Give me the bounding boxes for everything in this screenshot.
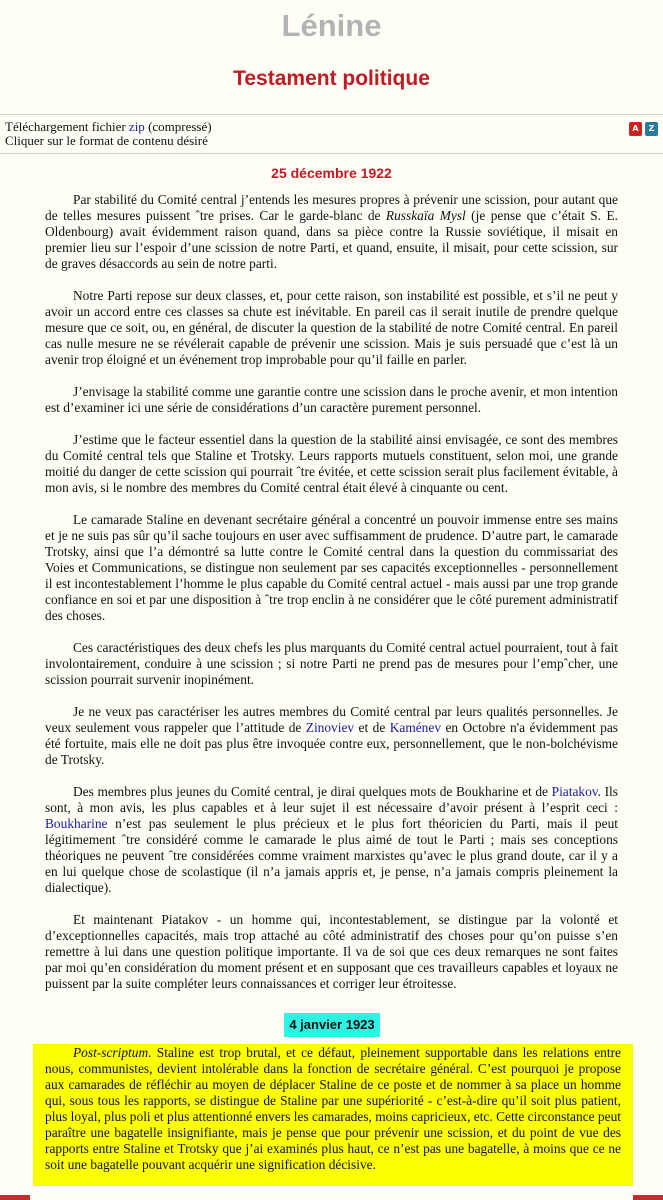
postscript-label: Post-scriptum <box>73 1045 149 1060</box>
paragraph-6: Ces caractéristiques des deux chefs les plus marquants du Comité central actuel pourraient, tout à fait involontairement, conduire à une scission ; si notre Parti ne prend pas de mesures pour l’empˆcher, une scission pourrait survenir inopinément. <box>45 640 618 687</box>
paragraph-9: Et maintenant Piatakov - un homme qui, incontestablement, se distingue par la volonté et d’exceptionnelles capacités, mais trop attaché au côté administratif des choses pour qu’on puisse s’en remettre à lui dans une question politique importante. Il va de soi que ces deux remarques ne sont faites par moi qu’en considération du moment présent et en supposant que ces travailleurs capables et loyaux ne puissent par la suite compléter leurs connaissances et corriger leur étroitesse. <box>45 912 618 991</box>
postscript-highlight <box>33 1044 633 1186</box>
paragraph-1: Par stabilité du Comité central j’entends les mesures propres à prévenir une scission, pour autant que de telles mesures puissent ˆtre prises. Car le garde-blanc de Russkaïa Mysl (je pense que c’était S. E. Oldenbourg) avait évidemment raison quand, dans sa pièce contre la Russie soviétique, il misait en premier lieu sur l’espoir d’une scission de notre Parti, et quand, ensuite, il misait, pour cette scission, sur de graves désaccords au sein de notre parti. <box>45 192 618 271</box>
paragraph-3: J’envisage la stabilité comme une garantie contre une scission dans le proche avenir, et mon intention est d’examiner ici une série de considérations d’un caractère purement personnel. <box>45 384 618 415</box>
download-prefix: Téléchargement fichier <box>5 119 129 134</box>
paragraph-4: J’estime que le facteur essentiel dans la question de la stabilité ainsi envisagée, ce sont des membres du Comité central tels que Staline et Trotsky. Leurs rapports mutuels constituent, selon moi, une grande moitié du danger de cette scission qui pourrait ˆtre évitée, et cette scission serait plus facilement évitable, à mon avis, si le nombre des membres du Comité central était élevé à cinquante ou cent. <box>45 432 618 495</box>
paragraph-5: Le camarade Staline en devenant secrétaire général a concentré un pouvoir immense entre ses mains et je ne suis pas sûr qu’il sache toujours en user avec suffisamment de prudence. D’autre part, le camarade Trotsky, ainsi que l’a démontré sa lutte contre le Comité central dans la question du commissariat des Voies et Communications, se distingue non seulement par ses capacités exceptionnelles - personnellement il est incontestablement l’homme le plus capable du Comité central actuel - mais aussi par une trop grande confiance en soi et par une disposition à ˆtre trop enclin à ne considérer que le côté purement administratif des choses. <box>45 512 618 623</box>
zip-icon[interactable]: Z <box>645 122 658 136</box>
newspaper-title: Russkaïa Mysl <box>385 208 466 223</box>
section-date-2: 4 janvier 1923 <box>284 1013 380 1037</box>
download-info <box>5 120 212 148</box>
letter-body <box>45 192 618 1008</box>
document-title: Testament politique <box>233 67 430 90</box>
section-date-1: 25 décembre 1922 <box>271 165 392 181</box>
download-instruction: Cliquer sur le format de contenu désiré <box>5 133 208 148</box>
postscript-paragraph: Post-scriptum. Staline est trop brutal, et ce défaut, pleinement supportable dans les relations entre nous, communistes, devient intolérable dans la fonction de secrétaire général. C’est pourquoi je propose aux camarades de réfléchir au moyen de déplacer Staline de ce poste et de nommer à sa place un homme qui, sous tous les rapports, se distingue de Staline par une supériorité - c’est-à-dire qu’il soit plus patient, plus loyal, plus poli et plus attentionné envers les camarades, moins capricieux, etc. Cette circonstance peut paraître une bagatelle insignifiante, mais je pense que pour prévenir une scission, et du point de vue des rapports entre Staline et Trotsky que j’ai examinés plus haut, ce n’est pas une bagatelle, à moins que ce ne soit une bagatelle pouvant acquérir une signification décisive. <box>45 1045 621 1172</box>
kamenev-link[interactable]: Kaménev <box>389 720 442 735</box>
piatakov-link[interactable]: Piatakov <box>551 784 598 799</box>
paragraph-7: Je ne veux pas caractériser les autres membres du Comité central par leurs qualités personnelles. Je veux seulement vous rappeler que l’attitude de Zinoviev et de Kaménev en Octobre n'a évidemment pas été fortuite, mais elle ne doit pas plus être invoquée contre eux, personnellement, que le non-bolchévisme de Trotsky. <box>45 704 618 767</box>
download-icons <box>629 122 658 136</box>
paragraph-2: Notre Parti repose sur deux classes, et, pour cette raison, son instabilité est possible, et s’il ne peut y avoir un accord entre ces classes sa chute est inévitable. En pareil cas il serait inutile de prendre quelque mesure que ce soit, ou, en général, de discuter la question de la stabilité de notre Comité central. En pareil cas nulle mesure ne se révélerait capable de prévenir une scission. Mais je suis persuadé que c’est là un avenir trop éloigné et un événement trop improbable pour qu’il faille en parler. <box>45 288 618 367</box>
pdf-icon[interactable]: A <box>629 122 642 136</box>
boukharine-link[interactable]: Boukharine <box>45 816 108 831</box>
bottom-nav-marks <box>0 1195 663 1200</box>
author-heading: Lénine <box>281 8 382 43</box>
paragraph-8: Des membres plus jeunes du Comité central, je dirai quelques mots de Boukharine et de Piatakov. Ils sont, à mon avis, les plus capables et à leur sujet il est nécessaire d’avoir présent à l’esprit ceci : Boukharine n’est pas seulement le plus précieux et le plus fort théoricien du Parti, mais il peut légitimement ˆtre considéré comme le camarade le plus aimé de tout le Parti ; mais ses conceptions théoriques ne peuvent ˆtre considérées comme vraiment marxistes qu’avec le plus grand doute, car il y a en lui quelque chose de scolastique (il n’a jamais appris et, je pense, n’a jamais compris pleinement la dialectique). <box>45 784 618 895</box>
nav-next-mark[interactable] <box>633 1195 663 1200</box>
download-suffix: (compressé) <box>144 119 212 134</box>
nav-prev-mark[interactable] <box>0 1195 30 1200</box>
download-bar <box>0 114 663 154</box>
zinoviev-link[interactable]: Zinoviev <box>305 720 355 735</box>
zip-link[interactable]: zip <box>128 119 145 134</box>
